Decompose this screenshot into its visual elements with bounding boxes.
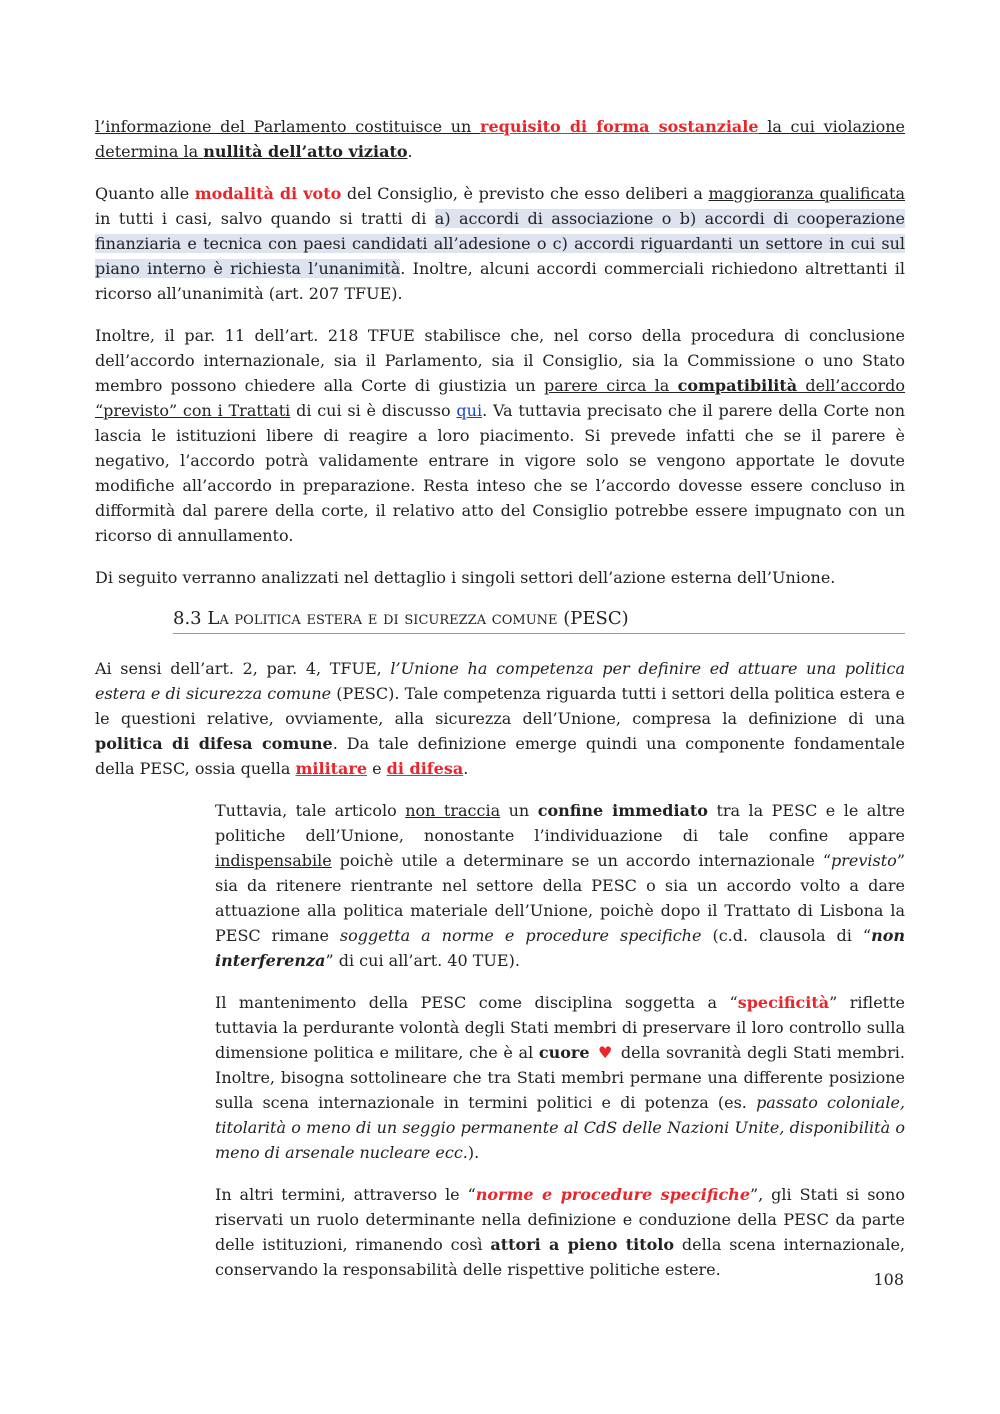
highlighted-text: a) accordi di associazione o b) accordi di cooperazione finanziaria e tecnica con paesi candidati all’adesione o c) accordi riguardanti un settore in cui sul piano interno è richiesta l’unanimità [95,209,906,278]
text: poichè utile a determinare se un accordo internazionale “ [331,851,832,870]
underlined-text: non traccia [405,801,501,820]
emphasis-bold: nullità dell’atto viziato [203,142,408,161]
paragraph-parliament-info [95,114,905,164]
text: e [367,759,387,778]
underlined-text: parere circa la [543,376,678,395]
underlined-text: indispensabile [215,851,332,870]
paragraph-voting-modes [95,181,905,306]
emphasis-bold: confine immediato [537,801,708,820]
text: in tutti i casi, salvo quando si tratti di [95,209,435,228]
italic-text: previsto [831,851,897,870]
text: di cui si è discusso [290,401,457,420]
text: l’informazione del Parlamento costituisce un [95,117,481,136]
text: del Consiglio, è previsto che esso deliberi a [341,184,709,203]
paragraph-norms [215,1182,905,1282]
section-title: La politica estera e di sicurezza comune [207,608,558,629]
emphasis-bold: compatibilità [677,376,798,395]
paragraph-court-opinion [95,323,905,548]
bold-italic-text: non interferenza [215,926,905,970]
emphasis-red: specificità [737,993,830,1012]
underlined-text: dell’accordo “previsto” con i Trattati [95,376,906,420]
text: ” di cui all’art. 40 TUE). [325,951,520,970]
emphasis-bold: attori a pieno titolo [490,1235,675,1254]
text: Ai sensi dell’art. 2, par. 4, TFUE, [95,659,391,678]
emphasis-red: modalità di voto [194,184,342,203]
document-page [95,114,905,1299]
text: Inoltre, il par. 11 dell’art. 218 TFUE stabilisce che, nel corso della procedura di conclusione dell’accordo internazionale, sia il Parlamento, sia il Consiglio, sia la Commissione o uno Stato membro possono chiedere alla Corte di giustizia un [95,326,905,395]
text: ” riflette tuttavia la perdurante volontà degli Stati membri di preservare il loro controllo sulla dimensione politica e militare, che è al [215,993,905,1062]
page-number: 108 [873,1270,904,1289]
section-number: 8.3 [173,608,208,629]
text: . [463,759,469,778]
emphasis-bold: cuore [538,1043,590,1062]
text: della sovranità degli Stati membri. Inoltre, bisogna sottolineare che tra Stati membri permane una differente posizione sulla scena internazionale in termini politici e di potenza (es. [215,1043,905,1112]
text: la cui violazione determina la [95,117,905,161]
text: della scena internazionale, conservando la responsabilità delle rispettive politiche estere. [215,1235,906,1279]
italic-text: soggetta a norme e procedure specifiche [339,926,702,945]
section-abbr: (PESC) [557,608,629,629]
text: . [407,142,413,161]
emphasis-bold: politica di difesa comune [95,734,333,753]
emphasis-red: militare [295,759,368,778]
text: ” sia da ritenere rientrante nel settore della PESC o sia un accordo volto a dare attuazione alla politica materiale dell’Unione, poichè dopo il Trattato di Lisbona la PESC rimane [215,851,905,945]
section-heading [173,607,905,634]
emphasis-red: di difesa [386,759,464,778]
paragraph-boundary [215,798,905,973]
emphasis-red: requisito di forma sostanziale [480,117,759,136]
underlined-text: maggioranza qualificata [708,184,905,203]
text: ”, gli Stati si sono riservati un ruolo determinante nella definizione e conduzione della PESC da parte delle istituzioni, rimanendo così [215,1185,905,1254]
text: ). [467,1143,480,1162]
text: (PESC). Tale competenza riguarda tutti i settori della politica estera e le questioni relative, ovviamente, alla sicurezza dell’Unione, compresa la definizione di una [95,684,905,728]
text: In altri termini, attraverso le “ [215,1185,476,1204]
paragraph-intro-sectors: Di seguito verranno analizzati nel dettaglio i singoli settori dell’azione esterna dell’Unione. [95,568,836,587]
text: Il mantenimento della PESC come disciplina soggetta a “ [215,993,738,1012]
text: (c.d. clausola di “ [701,926,872,945]
text: tra la PESC e le altre politiche dell’Unione, nonostante l’individuazione di tale confine appare [215,801,906,845]
text: . Inoltre, alcuni accordi commerciali richiedono altrettanti il ricorso all’unanimità (art. 207 TFUE). [95,259,905,303]
qui-link[interactable]: qui [456,401,483,420]
text: . Va tuttavia precisato che il parere della Corte non lascia le istituzioni libere di reagire a loro piacimento. Si prevede infatti che se il parere è negativo, l’accordo potrà validamente entrare in vigore solo se vengono apportate le dovute modifiche all’accordo in preparazione. Resta inteso che se l’accordo dovesse essere concluso in difformità dal parere della corte, il relativo atto del Consiglio potrebbe essere impugnato con un ricorso di annullamento. [95,401,905,545]
red-bold-italic-text: norme e procedure specifiche [475,1185,750,1204]
text: Quanto alle [95,184,195,203]
text: un [500,801,538,820]
italic-text: passato coloniale, titolarità o meno di un seggio permanente al CdS delle Nazioni Unite, disponibilità o meno di arsenale nucleare ecc. [215,1093,905,1162]
heart-icon: ♥ [598,1043,613,1062]
paragraph-pesc-definition [95,656,905,781]
italic-text: l’Unione ha competenza per definire ed attuare una politica estera e di sicurezza comune [95,659,905,703]
paragraph-specificity [215,990,905,1165]
text: . Da tale definizione emerge quindi una componente fondamentale della PESC, ossia quella [95,734,906,778]
text: Tuttavia, tale articolo [215,801,406,820]
